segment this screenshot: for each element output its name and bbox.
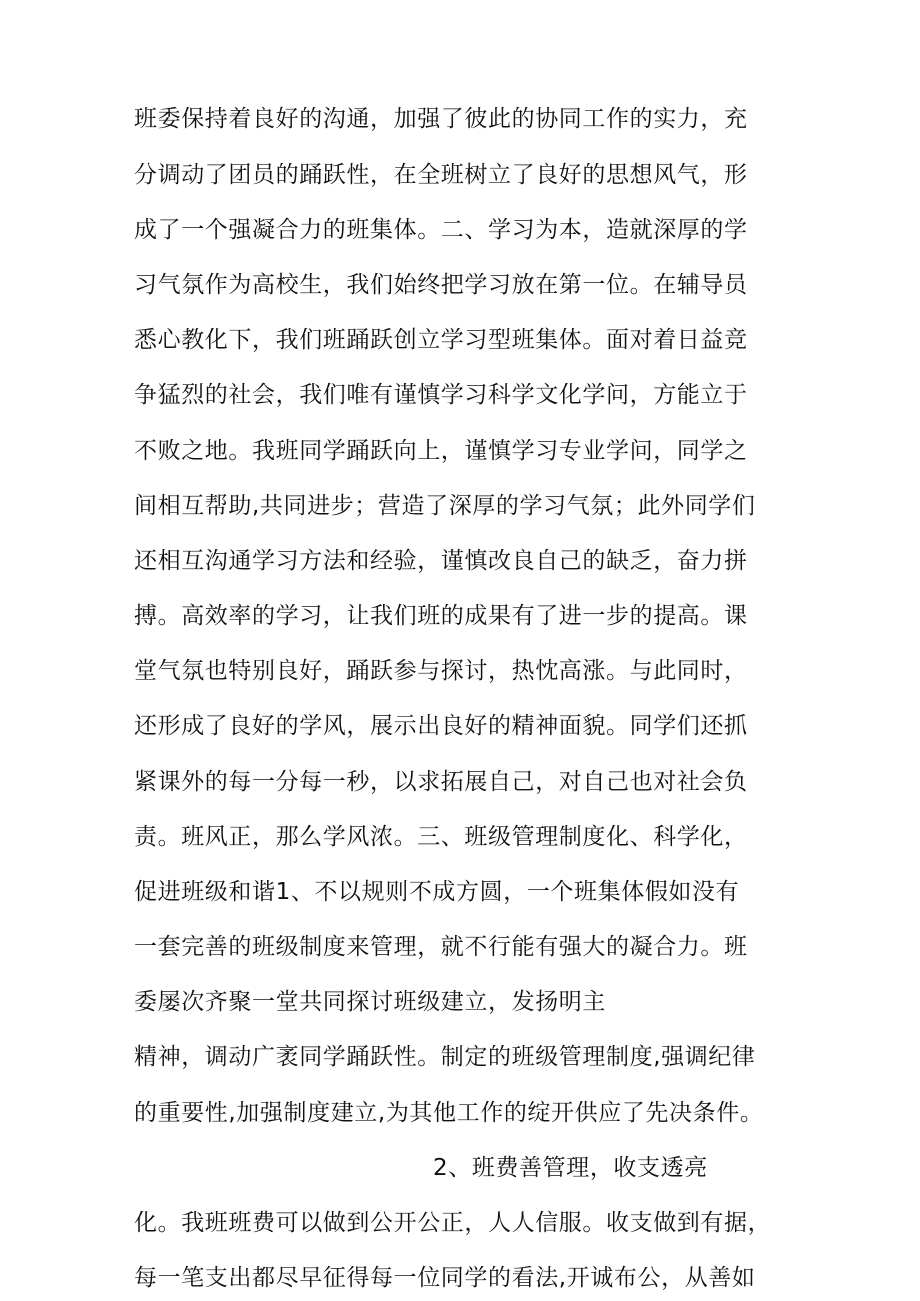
text-line-11: 堂气氛也特别良好，踊跃参与探讨，热忱高涨。与此同时， (134, 658, 748, 684)
text-line-6: 争猛烈的社会，我们唯有谨慎学习科学文化学问，方能立于 (134, 382, 748, 408)
text-line-16: 一套完善的班级制度来管理，就不行能有强大的凝合力。班 (134, 934, 748, 960)
text-line-7: 不败之地。我班同学踊跃向上，谨慎学习专业学问，同学之 (134, 438, 748, 464)
text-line-5: 悉心教化下，我们班踊跃创立学习型班集体。面对着日益竞 (134, 327, 748, 353)
text-line-13: 紧课外的每一分每一秒，以求拓展自己，对自己也对社会负 (134, 769, 748, 795)
text-line-12: 还形成了良好的学风，展示出良好的精神面貌。同学们还抓 (134, 713, 748, 739)
text-line-14: 责。班风正，那么学风浓。三、班级管理制度化、科学化， (134, 824, 748, 850)
text-line-10: 搏。高效率的学习，让我们班的成果有了进一步的提高。课 (134, 603, 748, 629)
text-line-17: 委屡次齐聚一堂共同探讨班级建立，发扬明主 (134, 989, 606, 1015)
text-line-15: 促进班级和谐1、不以规则不成方圆，一个班集体假如没有 (134, 879, 740, 905)
text-line-8: 间相互帮助,共同进步；营造了深厚的学习气氛；此外同学们 (134, 493, 756, 519)
text-line-9: 还相互沟通学习方法和经验，谨慎改良自己的缺乏，奋力拼 (134, 548, 748, 574)
text-line-19: 的重要性,加强制度建立,为其他工作的绽开供应了先决条件。 (134, 1100, 764, 1126)
text-line-1: 班委保持着良好的沟通，加强了彼此的协同工作的实力，充 (134, 106, 748, 132)
text-line-21: 化。我班班费可以做到公开公正，人人信服。收支做到有据， (134, 1210, 772, 1236)
text-line-22: 每一笔支出都尽早征得每一位同学的看法,开诚布公，从善如 (134, 1265, 756, 1291)
text-line-18: 精神，调动广袤同学踊跃性。制定的班级管理制度,强调纪律 (134, 1044, 756, 1070)
text-line-3: 成了一个强凝合力的班集体。二、学习为本，造就深厚的学 (134, 217, 748, 243)
text-line-20: 2、班费善管理，收支透亮 (433, 1155, 708, 1181)
text-line-4: 习气氛作为高校生，我们始终把学习放在第一位。在辅导员 (134, 272, 748, 298)
text-line-2: 分调动了团员的踊跃性，在全班树立了良好的思想风气，形 (134, 162, 748, 188)
